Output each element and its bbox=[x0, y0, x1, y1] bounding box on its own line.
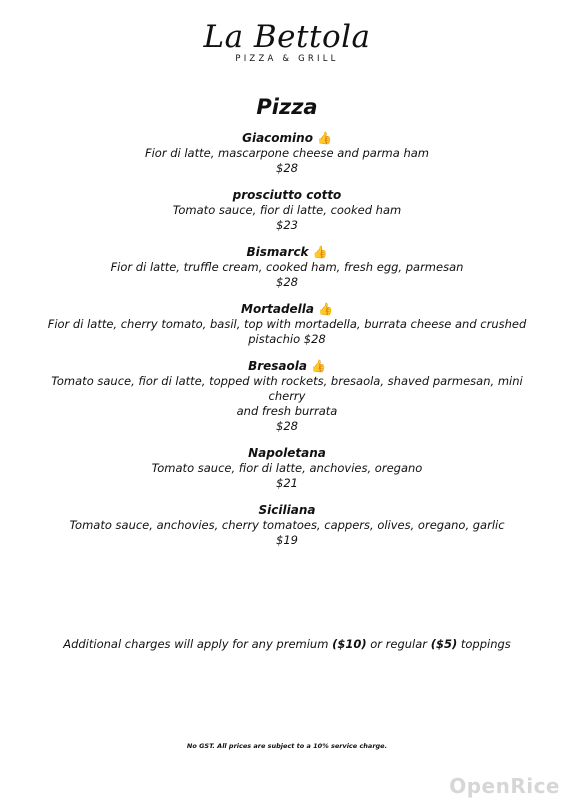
item-price: $19 bbox=[276, 533, 298, 547]
note-text: or regular bbox=[366, 637, 431, 651]
logo-tagline: PIZZA & GRILL bbox=[235, 54, 339, 64]
item-name: Siciliana bbox=[258, 503, 316, 517]
thumbs-up-icon: 👍 bbox=[318, 302, 333, 316]
item-name: Giacomino bbox=[242, 131, 313, 145]
item-price: $23 bbox=[276, 218, 298, 232]
thumbs-up-icon: 👍 bbox=[312, 245, 328, 259]
note-text: Additional charges will apply for any premium bbox=[63, 637, 333, 651]
item-description: Fior di latte, mascarpone cheese and parma ham bbox=[144, 146, 429, 160]
regular-topping-price: ($5) bbox=[430, 637, 458, 651]
toppings-note bbox=[0, 637, 574, 652]
item-price: $21 bbox=[276, 476, 298, 490]
thumbs-up-icon: 👍 bbox=[316, 131, 332, 145]
item-name: Bresaola bbox=[248, 359, 307, 373]
item-description-cont: pistachio bbox=[248, 332, 301, 346]
note-text: toppings bbox=[457, 637, 511, 651]
item-description: Tomato sauce, anchovies, cherry tomatoes, cappers, olives, oregano, garlic bbox=[69, 518, 505, 532]
item-price: $28 bbox=[303, 332, 326, 346]
item-name: Mortadella bbox=[241, 302, 315, 316]
logo-name: La Bettola bbox=[203, 19, 371, 55]
menu-item bbox=[40, 446, 534, 491]
service-charge-footer: No GST. All prices are subject to a 10% service charge. bbox=[186, 742, 388, 750]
item-description-cont: and fresh burrata bbox=[236, 404, 338, 418]
item-description: Tomato sauce, fior di latte, anchovies, oregano bbox=[151, 461, 423, 475]
menu-list bbox=[40, 131, 534, 560]
section-title: Pizza bbox=[256, 95, 318, 119]
item-description: Fior di latte, cherry tomato, basil, top with mortadella, burrata cheese and crushed bbox=[47, 317, 527, 331]
menu-item bbox=[40, 131, 534, 176]
item-description: Fior di latte, truffle cream, cooked ham, fresh egg, parmesan bbox=[110, 260, 464, 274]
menu-item bbox=[40, 359, 534, 434]
item-price: $28 bbox=[276, 419, 298, 433]
menu-item bbox=[40, 302, 534, 347]
premium-topping-price: ($10) bbox=[332, 637, 367, 651]
menu-item bbox=[40, 188, 534, 233]
item-description: Tomato sauce, fior di latte, cooked ham bbox=[172, 203, 402, 217]
thumbs-up-icon: 👍 bbox=[310, 359, 326, 373]
openrice-watermark: OpenRice bbox=[449, 774, 560, 798]
item-name: prosciutto cotto bbox=[232, 188, 342, 202]
menu-item bbox=[40, 503, 534, 548]
item-name: Napoletana bbox=[248, 446, 326, 460]
menu-item bbox=[40, 245, 534, 290]
restaurant-logo bbox=[0, 18, 574, 64]
item-description: Tomato sauce, fior di latte, topped with rockets, bresaola, shaved parmesan, mini cherry bbox=[51, 374, 523, 403]
item-price: $28 bbox=[276, 161, 298, 175]
item-name: Bismarck bbox=[246, 245, 309, 259]
item-price: $28 bbox=[276, 275, 298, 289]
